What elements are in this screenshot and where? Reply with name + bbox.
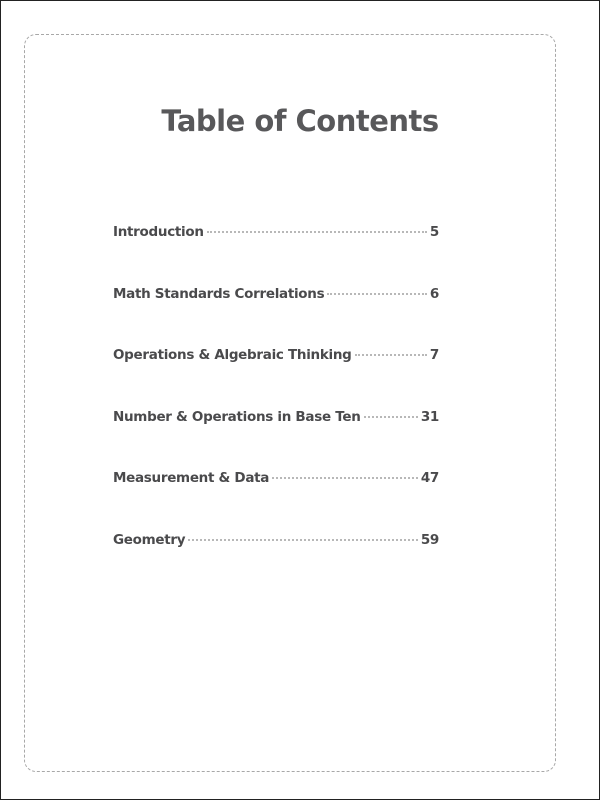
toc-entry-label: Number & Operations in Base Ten [113,408,361,425]
toc-entry-page: 5 [429,224,439,240]
toc-entry-label: Operations & Algebraic Thinking [113,347,352,363]
dot-leader [207,231,427,233]
toc-entry[interactable] [113,347,439,409]
toc-entry-page: 6 [429,285,439,302]
toc-entry-page: 47 [420,470,439,486]
dot-leader [364,416,418,418]
dot-leader [355,354,427,356]
toc-entry-page: 31 [420,408,439,425]
toc-entry-label: Geometry [113,531,186,548]
toc-entry-page: 7 [429,347,439,363]
toc-entry-label: Measurement & Data [113,470,270,486]
toc-entry-label: Introduction [113,224,204,240]
dot-leader [272,477,418,479]
dot-leader [327,293,427,295]
toc-entry-page: 59 [420,531,439,548]
toc-entry[interactable] [113,532,439,594]
dot-leader [188,539,418,541]
toc-entry[interactable] [113,409,439,471]
toc-entry[interactable] [113,286,439,348]
toc-entry-label: Math Standards Correlations [113,285,325,302]
table-of-contents [113,224,439,593]
page-title: Table of Contents [161,104,439,138]
toc-entry[interactable] [113,470,439,532]
toc-entry[interactable] [113,224,439,286]
